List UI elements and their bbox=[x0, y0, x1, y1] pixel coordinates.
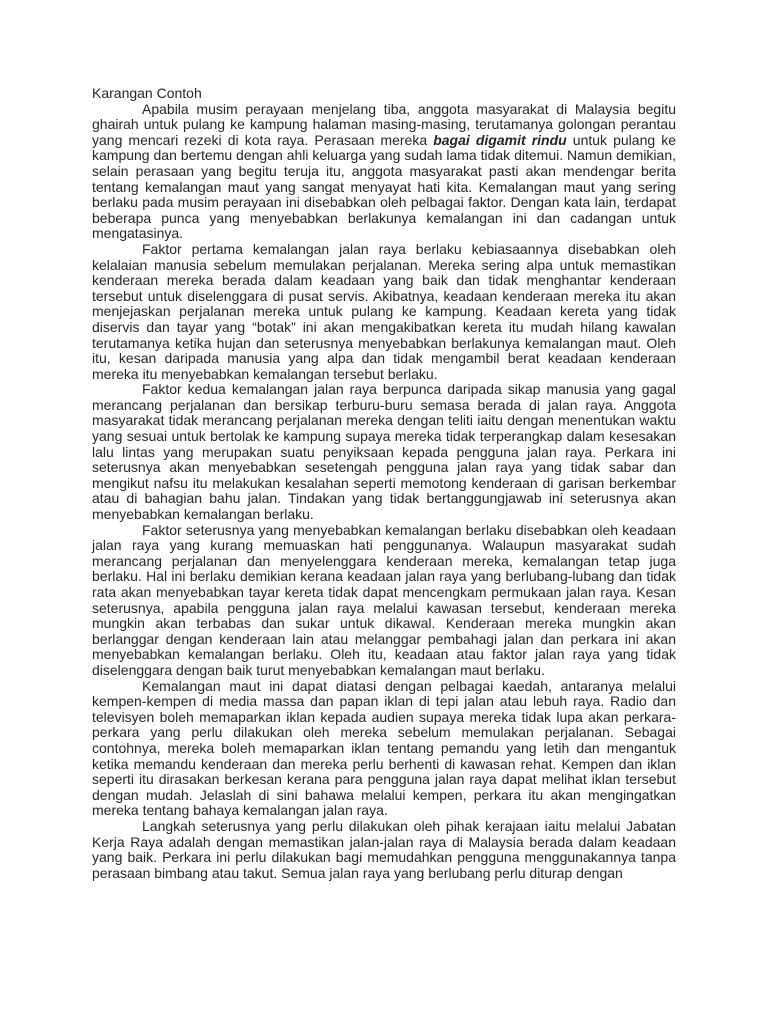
paragraph-factor-one: Faktor pertama kemalangan jalan raya berlaku kebiasaannya disebabkan oleh kelalaian manusia sebelum memulakan perjalanan. Mereka sering alpa untuk memastikan kenderaan mereka berada dalam keadaan yang baik dan tidak menghantar kenderaan tersebut untuk diselenggara di pusat servis. Akibatnya, keadaan kenderaan mereka itu akan menjejaskan perjalanan mereka untuk pulang ke kampung. Keadaan kereta yang tidak diservis dan tayar yang “botak” ini akan mengakibatkan kereta itu mudah hilang kawalan terutamanya ketika hujan dan seterusnya menyebabkan berlakunya kemalangan maut. Oleh itu, kesan daripada manusia yang alpa dan tidak mengambil berat keadaan kenderaan mereka itu menyebabkan kemalangan tersebut berlaku. bbox=[92, 240, 676, 382]
paragraph-solution-two: Langkah seterusnya yang perlu dilakukan oleh pihak kerajaan iaitu melalui Jabatan Kerja Raya adalah dengan memastikan jalan-jalan raya di Malaysia berada dalam keadaan yang baik. Perkara ini perlu dilakukan bagi memudahkan pengguna menggunakannya tanpa perasaan bimbang atau takut. Semua jalan raya yang berlubang perlu diturap dengan bbox=[92, 817, 676, 881]
paragraph-introduction bbox=[92, 102, 676, 242]
paragraph-text: Apabila musim perayaan menjelang tiba, anggota masyarakat di Malaysia begitu ghairah untuk pulang ke kampung halaman masing-masing, terutamanya golongan perantau yang mencari rezeki di kota raya. Perasaan mereka bbox=[92, 100, 676, 148]
paragraph-factor-three: Faktor seterusnya yang menyebabkan kemalangan berlaku disebabkan oleh keadaan jalan raya yang kurang memuaskan hati penggunanya. Walaupun masyarakat sudah merancang perjalanan dan menyelenggara kenderaan mereka, kemalangan tetap juga berlaku. Hal ini berlaku demikian kerana keadaan jalan raya yang berlubang-lubang dan tidak rata akan menyebabkan tayar kereta tidak dapat mencengkam permukaan jalan raya. Kesan seterusnya, apabila pengguna jalan raya melalui kawasan tersebut, kenderaan mereka mungkin akan terbabas dan sukar untuk dikawal. Kenderaan mereka mungkin akan berlanggar dengan kenderaan lain atau melanggar pembahagi jalan dan perkara ini akan menyebabkan kemalangan berlaku. Oleh itu, keadaan atau faktor jalan raya yang tidak diselenggara dengan baik turut menyebabkan kemalangan maut berlaku. bbox=[92, 521, 676, 678]
paragraph-text: untuk pulang ke kampung dan bertemu dengan ahli keluarga yang sudah lama tidak ditemui. Namun demikian, selain perasaan yang begitu teruja itu, anggota masyarakat pasti akan mendengar berita tentang kemalangan maut yang sangat menyayat hati kita. Kemalangan maut yang sering berlaku pada musim perayaan ini disebabkan oleh pelbagai faktor. Dengan kata lain, terdapat beberapa punca yang menyebabkan berlakunya kemalangan ini dan cadangan untuk mengatasinya. bbox=[92, 131, 677, 242]
paragraph-factor-two: Faktor kedua kemalangan jalan raya berpunca daripada sikap manusia yang gagal merancang perjalanan dan bersikap terburu-buru semasa berada di jalan raya. Anggota masyarakat tidak merancang perjalanan mereka dengan teliti iaitu dengan menentukan waktu yang sesuai untuk bertolak ke kampung supaya mereka tidak terperangkap dalam kesesakan lalu lintas yang merupakan suatu penyiksaan kepada pengguna jalan raya. Perkara ini seterusnya akan menyebabkan sesetengah pengguna jalan raya yang tidak sabar dan mengikut nafsu itu melakukan kesalahan seperti memotong kenderaan di garisan berkembar atau di bahagian bahu jalan. Tindakan yang tidak bertanggungjawab ini seterusnya akan menyebabkan kemalangan berlaku. bbox=[92, 381, 676, 523]
emphasized-phrase: bagai digamit rindu bbox=[433, 131, 567, 148]
document-body bbox=[92, 86, 676, 881]
paragraph-solution-one: Kemalangan maut ini dapat diatasi dengan pelbagai kaedah, antaranya melalui kempen-kempen di media massa dan papan iklan di tepi jalan atau lebuh raya. Radio dan televisyen boleh memaparkan iklan kepada audien supaya mereka tidak lupa akan perkara-perkara yang perlu dilakukan oleh mereka sebelum memulakan perjalanan. Sebagai contohnya, mereka boleh memaparkan iklan tentang pemandu yang letih dan mengantuk ketika memandu kenderaan dan mereka perlu berhenti di kawasan rehat. Kempen dan iklan seperti itu dirasakan berkesan kerana para pengguna jalan raya dapat melihat iklan tersebut dengan mudah. Jelaslah di sini bahawa melalui kempen, perkara itu akan mengingatkan mereka tentang bahaya kemalangan jalan raya. bbox=[92, 677, 676, 819]
document-title: Karangan Contoh bbox=[92, 85, 202, 101]
